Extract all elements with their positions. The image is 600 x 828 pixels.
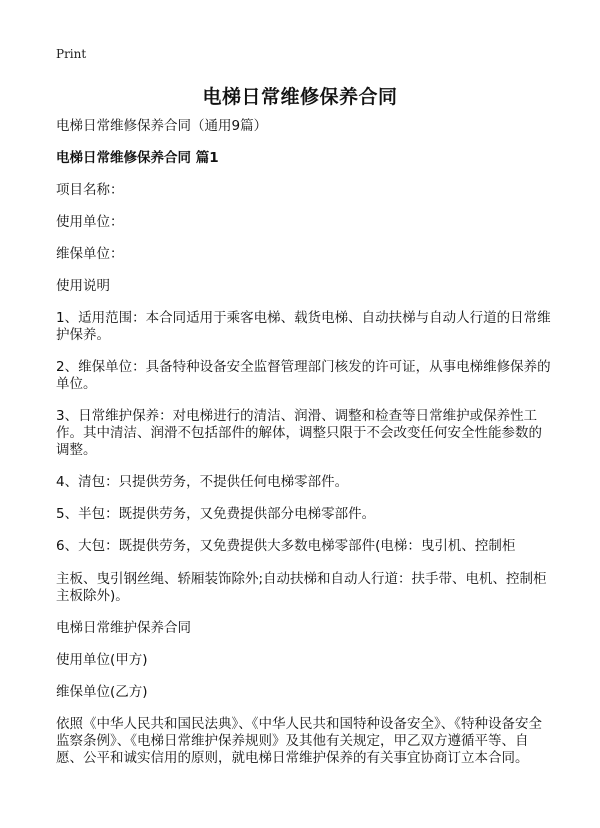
paragraph-party-a: 使用单位(甲方) [56, 652, 148, 668]
document-subtitle: 电梯日常维修保养合同（通用9篇） [56, 118, 268, 134]
paragraph-item-6: 6、大包：既提供劳务，又免费提供大多数电梯零部件(电梯：曳引机、控制柜 [56, 538, 516, 554]
document-title: 电梯日常维修保养合同 [202, 86, 398, 108]
section-heading: 电梯日常维修保养合同 篇1 [56, 150, 219, 166]
paragraph-item-5: 5、半包：既提供劳务，又免费提供部分电梯零部件。 [56, 506, 376, 522]
paragraph-item-1: 1、适用范围：本合同适用于乘客电梯、载货电梯、自动扶梯与自动人行道的日常维护保养。 [56, 310, 551, 343]
paragraph-usage-notes: 使用说明 [56, 278, 110, 294]
paragraph-legal-basis: 依照《中华人民共和国民法典》、《中华人民共和国特种设备安全》、《特种设备安全监察条例》、《电梯日常维护保养规则》及其他有关规定，甲乙双方遵循平等、自愿、公平和诚实信用的原则，就电梯日常维护保养的有关事宜协商订立本合同。 [56, 716, 542, 766]
document-body [56, 118, 552, 782]
paragraph-user-unit: 使用单位： [56, 214, 124, 230]
paragraph-maintenance-unit: 维保单位： [56, 246, 124, 262]
paragraph-item-4: 4、清包：只提供劳务，不提供任何电梯零部件。 [56, 474, 349, 490]
paragraph-item-6-continued: 主板、曳引钢丝绳、轿厢装饰除外;自动扶梯和自动人行道：扶手带、电机、控制柜主板除外)。 [56, 571, 547, 604]
paragraph-project-name: 项目名称： [56, 182, 124, 198]
paragraph-contract-heading: 电梯日常维护保养合同 [56, 620, 191, 636]
paragraph-item-3: 3、日常维护保养：对电梯进行的清洁、润滑、调整和检查等日常维护或保养性工作。其中清洁、润滑不包括部件的解体，调整只限于不会改变任何安全性能参数的调整。 [56, 408, 542, 458]
print-link[interactable]: Print [56, 47, 87, 61]
paragraph-item-2: 2、维保单位：具备特种设备安全监督管理部门核发的许可证，从事电梯维修保养的单位。 [56, 359, 551, 392]
paragraph-party-b: 维保单位(乙方) [56, 684, 148, 700]
